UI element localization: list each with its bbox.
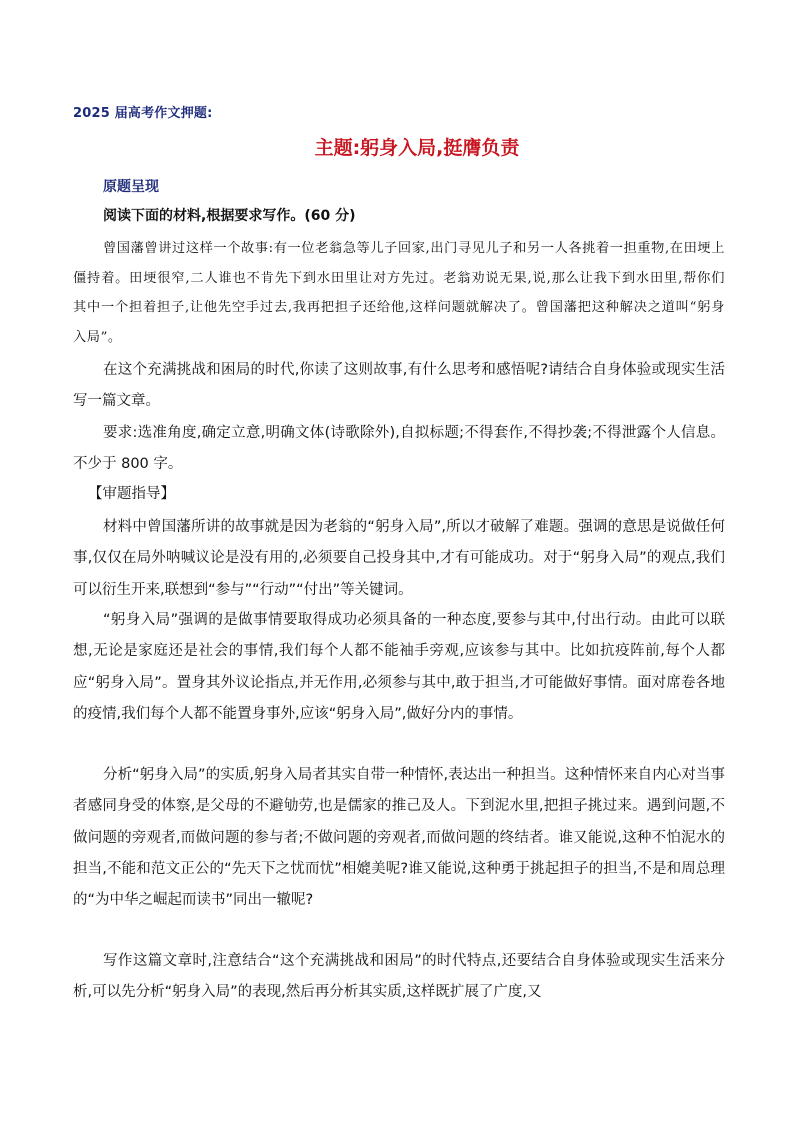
task-paragraph: 在这个充满挑战和困局的时代,你读了这则故事,有什么思考和感悟呢?请结合自身体验或现实生活写一篇文章。 [73, 362, 725, 410]
prompt-heading: 阅读下面的材料,根据要求写作。(60 分) [103, 208, 356, 224]
guidance-paragraph: 分析“躬身入局”的实质,躬身入局者其实自带一种情怀,表达出一种担当。这种情怀来自内心对当事者感同身受的体察,是父母的不避劬劳,也是儒家的推己及人。下到泥水里,把担子挑过来。遇到问题,不做问题的旁观者,而做问题的参与者;不做问题的旁观者,而做问题的终结者。谁又能说,这种不怕泥水的担当,不能和范文正公的“先天下之忧而忧”相媲美呢?谁又能说,这种勇于挑起担子的担当,不是和周总理的“为中华之崛起而读书”同出一辙呢? [73, 767, 725, 909]
story-paragraph: 曾国藩曾讲过这样一个故事:有一位老翁急等儿子回家,出门寻见儿子和另一人各挑着一担重物,在田埂上僵持着。田埂很窄,二人谁也不肯先下到水田里让对方先过。老翁劝说无果,说,那么让我下到水田里,帮你们其中一个担着担子,让他先空手过去,我再把担子还给他,这样问题就解决了。曾国藩把这种解决之道叫“躬身入局”。 [73, 241, 725, 345]
header-label: 2025 届高考作文押题: [73, 106, 213, 121]
document-title: 主题:躬身入局,挺膺负责 [314, 137, 520, 159]
guidance-paragraph: 材料中曾国藩所讲的故事就是因为老翁的“躬身入局”,所以才破解了难题。强调的意思是说做任何事,仅仅在局外呐喊议论是没有用的,必须要自己投身其中,才有可能成功。对于“躬身入局”的观点,我们可以衍生开来,联想到“参与”“行动”“付出”等关键词。 [73, 519, 725, 598]
original-question-heading: 原题呈现 [103, 179, 159, 195]
guidance-heading: 【审题指导】 [88, 486, 175, 502]
requirements-paragraph: 要求:选准角度,确定立意,明确文体(诗歌除外),自拟标题;不得套作,不得抄袭;不得泄露个人信息。不少于 800 字。 [73, 425, 725, 473]
guidance-paragraph: 写作这篇文章时,注意结合“这个充满挑战和困局”的时代特点,还要结合自身体验或现实生活来分析,可以先分析“躬身入局”的表现,然后再分析其实质,这样既扩展了广度,又 [73, 953, 725, 1001]
guidance-paragraph: “躬身入局”强调的是做事情要取得成功必须具备的一种态度,要参与其中,付出行动。由此可以联想,无论是家庭还是社会的事情,我们每个人都不能袖手旁观,应该参与其中。比如抗疫阵前,每个人都应“躬身入局”。置身其外议论指点,并无作用,必须参与其中,敢于担当,才可能做好事情。面对席卷各地的疫情,我们每个人都不能置身事外,应该“躬身入局”,做好分内的事情。 [73, 612, 725, 722]
